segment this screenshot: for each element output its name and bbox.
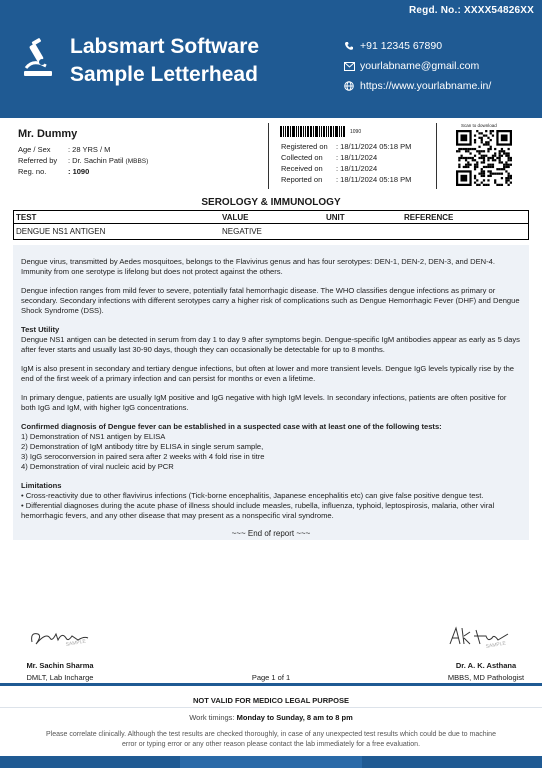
qr-module bbox=[494, 173, 496, 175]
qr-module bbox=[487, 148, 489, 150]
qr-module bbox=[501, 134, 508, 141]
qr-module bbox=[478, 146, 480, 148]
work-timings-value: Monday to Sunday, 8 am to 8 pm bbox=[236, 713, 353, 722]
qr-module bbox=[501, 184, 503, 186]
qr-module bbox=[460, 148, 462, 150]
results-table bbox=[13, 210, 529, 240]
barcode-bar bbox=[328, 126, 329, 137]
qr-module bbox=[463, 148, 465, 150]
qr-module bbox=[494, 155, 496, 157]
qr-module bbox=[505, 161, 507, 163]
qr-module bbox=[490, 132, 492, 134]
patient-details bbox=[18, 128, 268, 177]
qr-module bbox=[481, 150, 483, 152]
barcode-bar bbox=[290, 126, 291, 137]
limitations-heading: Limitations bbox=[21, 481, 62, 490]
test-list-item: 2) Demonstration of IgM antibody titre by ELISA in single serum sample, bbox=[21, 442, 264, 451]
qr-module bbox=[476, 184, 478, 186]
qr-module bbox=[478, 150, 480, 152]
signatory-title: MBBS, MD Pathologist bbox=[447, 673, 525, 682]
qr-module bbox=[508, 152, 510, 154]
sample-stamp: SAMPLE bbox=[65, 638, 87, 648]
barcode-bar bbox=[326, 126, 327, 137]
reg-no-label: Reg. no. bbox=[18, 167, 47, 176]
qr-module bbox=[478, 137, 480, 139]
limitation-item: • Differential diagnoses during the acute phase of illness should include measles, rubella, influenza, typhoid, leptospirosis, malaria, other viral hemorrhagic fevers, and any other disease that may present as a nonspecific viral syndrome. bbox=[21, 501, 495, 520]
date-label: Reported on bbox=[281, 175, 323, 184]
barcode-bars bbox=[280, 126, 346, 137]
note-paragraph: Dengue infection ranges from mild fever to severe, potentially fatal hemorrhagic disease. The WHO classifies dengue infections as primary or secondary. Secondary infections with different serotypes carry a higher risk of complications such as Dengue Hemorrhagic Fever (DHF) and Dengue Shock Syndrome (DSS). bbox=[21, 286, 520, 315]
qr-module bbox=[460, 157, 462, 159]
disclaimer: Please correlate clinically. Although the test results are checked thoroughly, in case of any unexpected test results which could be due to machine error or typing error or any other reason please contact the lab immediately for a free evaluation. bbox=[46, 731, 496, 748]
qr-module bbox=[492, 173, 494, 175]
test-utility-heading: Test Utility bbox=[21, 325, 60, 334]
qr-module bbox=[456, 150, 458, 152]
barcode-bar bbox=[292, 126, 295, 137]
qr-module bbox=[499, 157, 501, 159]
qr-module bbox=[505, 170, 507, 172]
barcode-bar bbox=[319, 126, 320, 137]
barcode-bar bbox=[305, 126, 306, 137]
qr-module bbox=[467, 148, 469, 150]
column-header: VALUE bbox=[222, 212, 249, 222]
qr-module bbox=[458, 166, 460, 168]
qr-module bbox=[501, 173, 503, 175]
qr-module bbox=[501, 177, 503, 179]
qr-module bbox=[476, 161, 478, 163]
barcode-bar bbox=[280, 126, 282, 137]
qr-module bbox=[494, 182, 496, 184]
date-label: Received on bbox=[281, 164, 323, 173]
qr-module bbox=[467, 164, 469, 166]
patient-name: Mr. Dummy bbox=[18, 128, 78, 140]
qr-module bbox=[474, 148, 476, 150]
qr-module bbox=[505, 155, 507, 157]
qr-module bbox=[483, 166, 485, 168]
qr-module bbox=[458, 148, 460, 150]
column-header: UNIT bbox=[326, 212, 345, 222]
qr-module bbox=[492, 164, 494, 166]
qr-module bbox=[478, 173, 480, 175]
barcode-bar bbox=[343, 126, 345, 137]
qr-module bbox=[483, 161, 485, 163]
qr-module bbox=[465, 164, 467, 166]
qr-module bbox=[465, 150, 467, 152]
qr-module bbox=[476, 150, 478, 152]
qr-module bbox=[487, 137, 489, 139]
qr-module bbox=[496, 184, 498, 186]
qr-module bbox=[496, 173, 498, 175]
qr-module bbox=[481, 168, 483, 170]
globe-icon bbox=[344, 81, 360, 91]
qr-module bbox=[487, 164, 489, 166]
referred-by-value: : Dr. Sachin Patil bbox=[68, 156, 124, 165]
qr-module bbox=[481, 132, 483, 134]
qr-module bbox=[474, 168, 476, 170]
flask-logo-icon bbox=[22, 38, 56, 78]
barcode bbox=[280, 126, 361, 137]
barcode-bar bbox=[307, 126, 309, 137]
qr-module bbox=[490, 146, 492, 148]
qr-module bbox=[503, 164, 505, 166]
qr-module bbox=[485, 184, 487, 186]
test-value: NEGATIVE bbox=[222, 227, 262, 236]
qr-module bbox=[508, 157, 510, 159]
website-link[interactable]: https://www.yourlabname.in/ bbox=[360, 80, 492, 92]
qr-module bbox=[487, 184, 489, 186]
qr-module bbox=[503, 166, 505, 168]
letterhead-header bbox=[0, 0, 542, 118]
footer-band bbox=[0, 756, 542, 768]
legal-notice: NOT VALID FOR MEDICO LEGAL PURPOSE bbox=[193, 696, 349, 705]
barcode-bar bbox=[321, 126, 322, 137]
qr-module bbox=[465, 157, 467, 159]
referrer-qualification: (MBBS) bbox=[125, 158, 149, 165]
qr-module bbox=[474, 159, 476, 161]
referred-by-label: Referred by bbox=[18, 156, 58, 165]
qr-module bbox=[481, 155, 483, 157]
barcode-bar bbox=[285, 126, 286, 137]
qr-module bbox=[485, 141, 487, 143]
page-number: Page 1 of 1 bbox=[251, 673, 291, 682]
column-header: REFERENCE bbox=[404, 212, 454, 222]
qr-module bbox=[508, 166, 510, 168]
barcode-bar bbox=[300, 126, 302, 137]
barcode-bar bbox=[330, 126, 332, 137]
qr-module bbox=[483, 159, 485, 161]
qr-module bbox=[501, 148, 503, 150]
date-value: : 18/11/2024 bbox=[336, 164, 378, 173]
qr-code[interactable] bbox=[456, 130, 512, 186]
qr-module bbox=[476, 166, 478, 168]
qr-module bbox=[499, 184, 501, 186]
qr-module bbox=[483, 179, 485, 181]
qr-module bbox=[458, 150, 460, 152]
barcode-bar bbox=[287, 126, 289, 137]
qr-module bbox=[467, 150, 469, 152]
qr-module bbox=[492, 130, 494, 132]
qr-module bbox=[458, 164, 460, 166]
qr-module bbox=[485, 143, 487, 145]
barcode-bar bbox=[283, 126, 284, 137]
confirmation-heading: Confirmed diagnosis of Dengue fever can be established in a suspected case with at least one of the following tests: bbox=[21, 422, 442, 431]
qr-module bbox=[481, 141, 483, 143]
qr-module bbox=[474, 141, 476, 143]
qr-module bbox=[505, 152, 507, 154]
barcode-bar bbox=[323, 126, 325, 137]
qr-module bbox=[492, 166, 494, 168]
qr-module bbox=[508, 173, 510, 175]
qr-module bbox=[485, 166, 487, 168]
qr-module bbox=[474, 182, 476, 184]
qr-module bbox=[487, 179, 489, 181]
qr-module bbox=[501, 161, 503, 163]
qr-module bbox=[467, 161, 469, 163]
footer-line bbox=[0, 707, 542, 708]
qr-module bbox=[460, 134, 467, 141]
qr-module bbox=[490, 148, 492, 150]
signature-right bbox=[446, 624, 512, 652]
qr-module bbox=[490, 130, 492, 132]
test-list-item: 3) IgG seroconversion in paired sera after 2 weeks with 4 fold rise in titre bbox=[21, 452, 265, 461]
barcode-bar bbox=[303, 126, 304, 137]
qr-module bbox=[458, 157, 460, 159]
qr-module bbox=[481, 173, 483, 175]
work-timings bbox=[0, 713, 542, 722]
qr-module bbox=[505, 177, 507, 179]
qr-module bbox=[474, 177, 476, 179]
date-value: : 18/11/2024 bbox=[336, 153, 378, 162]
qr-module bbox=[499, 155, 501, 157]
qr-module bbox=[499, 150, 501, 152]
qr-module bbox=[494, 179, 496, 181]
qr-module bbox=[478, 132, 480, 134]
brand-line-1: Labsmart Software bbox=[70, 35, 260, 58]
qr-module bbox=[474, 155, 476, 157]
qr-module bbox=[499, 168, 501, 170]
qr-module bbox=[483, 157, 485, 159]
qr-module bbox=[474, 139, 476, 141]
qr-module bbox=[508, 179, 510, 181]
test-list-item: 1) Demonstration of NS1 antigen by ELISA bbox=[21, 432, 166, 441]
qr-module bbox=[492, 157, 494, 159]
qr-module bbox=[476, 179, 478, 181]
qr-module bbox=[465, 166, 467, 168]
qr-module bbox=[483, 134, 485, 136]
date-value: : 18/11/2024 05:18 PM bbox=[336, 142, 412, 151]
footer-band-accent bbox=[180, 756, 362, 768]
qr-module bbox=[465, 159, 467, 161]
qr-module bbox=[499, 159, 501, 161]
qr-module bbox=[499, 161, 501, 163]
email-address[interactable]: yourlabname@gmail.com bbox=[360, 60, 480, 72]
divider bbox=[436, 123, 437, 189]
qr-module bbox=[469, 152, 471, 154]
qr-module bbox=[481, 137, 483, 139]
qr-module bbox=[483, 173, 485, 175]
date-label: Registered on bbox=[281, 142, 328, 151]
barcode-bar bbox=[313, 126, 314, 137]
qr-module bbox=[496, 168, 498, 170]
qr-module bbox=[490, 170, 492, 172]
age-sex-label: Age / Sex bbox=[18, 145, 51, 154]
qr-module bbox=[494, 159, 496, 161]
qr-module bbox=[496, 157, 498, 159]
qr-module bbox=[490, 175, 492, 177]
mail-icon bbox=[344, 62, 360, 71]
qr-module bbox=[478, 152, 480, 154]
qr-module bbox=[483, 143, 485, 145]
table-row bbox=[14, 224, 528, 239]
qr-module bbox=[487, 159, 489, 161]
qr-module bbox=[469, 157, 471, 159]
qr-module bbox=[478, 184, 480, 186]
qr-module bbox=[469, 164, 471, 166]
qr-module bbox=[503, 152, 505, 154]
barcode-bar bbox=[335, 126, 338, 137]
qr-module bbox=[465, 148, 467, 150]
signature-left bbox=[28, 624, 92, 650]
note-paragraph: IgM is also present in secondary and tertiary dengue infections, but often at lower and more transient levels. Dengue IgG levels typically rise by the end of the first week of a primary infection and can persist for months or even a lifetime. bbox=[21, 364, 515, 383]
qr-module bbox=[494, 148, 496, 150]
qr-module bbox=[490, 164, 492, 166]
date-label: Collected on bbox=[281, 153, 323, 162]
barcode-bar bbox=[339, 126, 340, 137]
qr-module bbox=[499, 173, 501, 175]
qr-module bbox=[476, 164, 478, 166]
qr-module bbox=[510, 157, 512, 159]
qr-module bbox=[483, 184, 485, 186]
note-paragraph: Dengue virus, transmitted by Aedes mosquitoes, belongs to the Flavivirus genus and has four serotypes: DEN-1, DEN-2, DEN-3, and DEN-4. Immunity from one serotype is lifelong but does not protect against the others. bbox=[21, 257, 495, 276]
signatory-name: Mr. Sachin Sharma bbox=[26, 661, 94, 670]
qr-module bbox=[492, 155, 494, 157]
qr-module bbox=[487, 150, 489, 152]
registration-number: Regd. No.: XXXX54826XX bbox=[408, 5, 534, 16]
qr-module bbox=[463, 166, 465, 168]
qr-module bbox=[463, 157, 465, 159]
qr-module bbox=[499, 152, 501, 154]
qr-module bbox=[508, 164, 510, 166]
qr-module bbox=[508, 184, 510, 186]
barcode-bar bbox=[333, 126, 334, 137]
phone-icon bbox=[344, 41, 360, 51]
qr-module bbox=[508, 177, 510, 179]
qr-module bbox=[510, 182, 512, 184]
qr-module bbox=[487, 157, 489, 159]
qr-module bbox=[481, 161, 483, 163]
contact-info bbox=[344, 36, 491, 96]
qr-module bbox=[476, 130, 478, 132]
qr-module bbox=[467, 157, 469, 159]
qr-module bbox=[483, 150, 485, 152]
barcode-bar bbox=[298, 126, 299, 137]
qr-module bbox=[487, 175, 489, 177]
qr-module bbox=[474, 134, 476, 136]
barcode-bar bbox=[315, 126, 318, 137]
qr-module bbox=[481, 182, 483, 184]
brand-name bbox=[70, 33, 259, 89]
qr-module bbox=[508, 159, 510, 161]
qr-module bbox=[485, 134, 487, 136]
qr-module bbox=[460, 155, 462, 157]
qr-module bbox=[460, 175, 467, 182]
qr-module bbox=[490, 173, 492, 175]
divider bbox=[268, 123, 269, 189]
qr-module bbox=[472, 148, 474, 150]
qr-module bbox=[492, 159, 494, 161]
qr-module bbox=[469, 148, 471, 150]
qr-module bbox=[474, 164, 476, 166]
qr-module bbox=[510, 177, 512, 179]
qr-module bbox=[485, 130, 487, 132]
qr-module bbox=[490, 157, 492, 159]
limitation-item: • Cross-reactivity due to other flavivirus infections (Tick-borne encephalitis, Japanese encephalitis etc) can give false positive dengue test. bbox=[21, 491, 484, 500]
qr-module bbox=[474, 166, 476, 168]
qr-module bbox=[494, 152, 496, 154]
report-dates bbox=[281, 141, 411, 185]
qr-module bbox=[501, 150, 503, 152]
qr-label: Scan to download bbox=[461, 123, 497, 128]
age-sex-value: : 28 YRS / M bbox=[68, 145, 111, 154]
qr-module bbox=[481, 157, 483, 159]
qr-module bbox=[510, 159, 512, 161]
qr-module bbox=[503, 168, 505, 170]
qr-module bbox=[501, 168, 503, 170]
note-paragraph: Dengue NS1 antigen can be detected in serum from day 1 to day 9 after symptoms begin. Dengue-specific IgM antibodies appear as early as 5 days after fever starts and usually last 30-90 days, though they can occasionally be detectable for up to 8 months. bbox=[21, 335, 520, 354]
qr-module bbox=[508, 175, 510, 177]
barcode-number: 1090 bbox=[350, 128, 362, 135]
qr-module bbox=[483, 175, 485, 177]
qr-module bbox=[472, 159, 474, 161]
footer-divider bbox=[0, 683, 542, 686]
qr-module bbox=[487, 166, 489, 168]
qr-module bbox=[478, 157, 480, 159]
test-list-item: 4) Demonstration of viral nucleic acid by PCR bbox=[21, 462, 174, 471]
qr-module bbox=[490, 166, 492, 168]
qr-module bbox=[487, 170, 489, 172]
barcode-bar bbox=[310, 126, 312, 137]
qr-module bbox=[481, 170, 483, 172]
qr-module bbox=[483, 170, 485, 172]
qr-module bbox=[503, 150, 505, 152]
end-of-report: ~~~ End of report ~~~ bbox=[231, 529, 311, 538]
qr-module bbox=[490, 139, 492, 141]
signatory-title: DMLT, Lab Incharge bbox=[26, 673, 94, 682]
test-name: DENGUE NS1 ANTIGEN bbox=[16, 227, 106, 236]
reg-no-value: : 1090 bbox=[68, 167, 90, 176]
qr-module bbox=[505, 179, 507, 181]
qr-module bbox=[458, 159, 460, 161]
sample-stamp: SAMPLE bbox=[485, 640, 507, 650]
date-value: : 18/11/2024 05:18 PM bbox=[336, 175, 412, 184]
qr-module bbox=[474, 175, 476, 177]
qr-module bbox=[481, 139, 483, 141]
qr-module bbox=[505, 164, 507, 166]
work-timings-label: Work timings: bbox=[189, 713, 235, 722]
qr-module bbox=[487, 141, 489, 143]
qr-module bbox=[508, 155, 510, 157]
qr-module bbox=[508, 148, 510, 150]
qr-module bbox=[481, 175, 483, 177]
qr-module bbox=[483, 155, 485, 157]
section-title: SEROLOGY & IMMUNOLOGY bbox=[201, 197, 341, 208]
qr-module bbox=[487, 143, 489, 145]
signatory-name: Dr. A. K. Asthana bbox=[455, 661, 517, 670]
qr-module bbox=[505, 182, 507, 184]
barcode-bar bbox=[341, 126, 342, 137]
qr-module bbox=[467, 166, 469, 168]
phone-number[interactable]: +91 12345 67890 bbox=[360, 40, 443, 52]
brand-line-2: Sample Letterhead bbox=[70, 63, 258, 86]
qr-module bbox=[501, 155, 503, 157]
interpretation-notes bbox=[13, 245, 529, 540]
qr-module bbox=[510, 175, 512, 177]
qr-module bbox=[505, 166, 507, 168]
qr-module bbox=[485, 155, 487, 157]
qr-module bbox=[510, 164, 512, 166]
note-paragraph: In primary dengue, patients are usually IgM positive and IgG negative with high IgM levels. In secondary infections, patients are often positive for both IgG and IgM, with higher IgG concentrations. bbox=[21, 393, 507, 412]
barcode-bar bbox=[296, 126, 297, 137]
qr-module bbox=[492, 134, 494, 136]
table-header bbox=[14, 211, 528, 224]
column-header: TEST bbox=[16, 212, 37, 222]
qr-module bbox=[472, 157, 474, 159]
